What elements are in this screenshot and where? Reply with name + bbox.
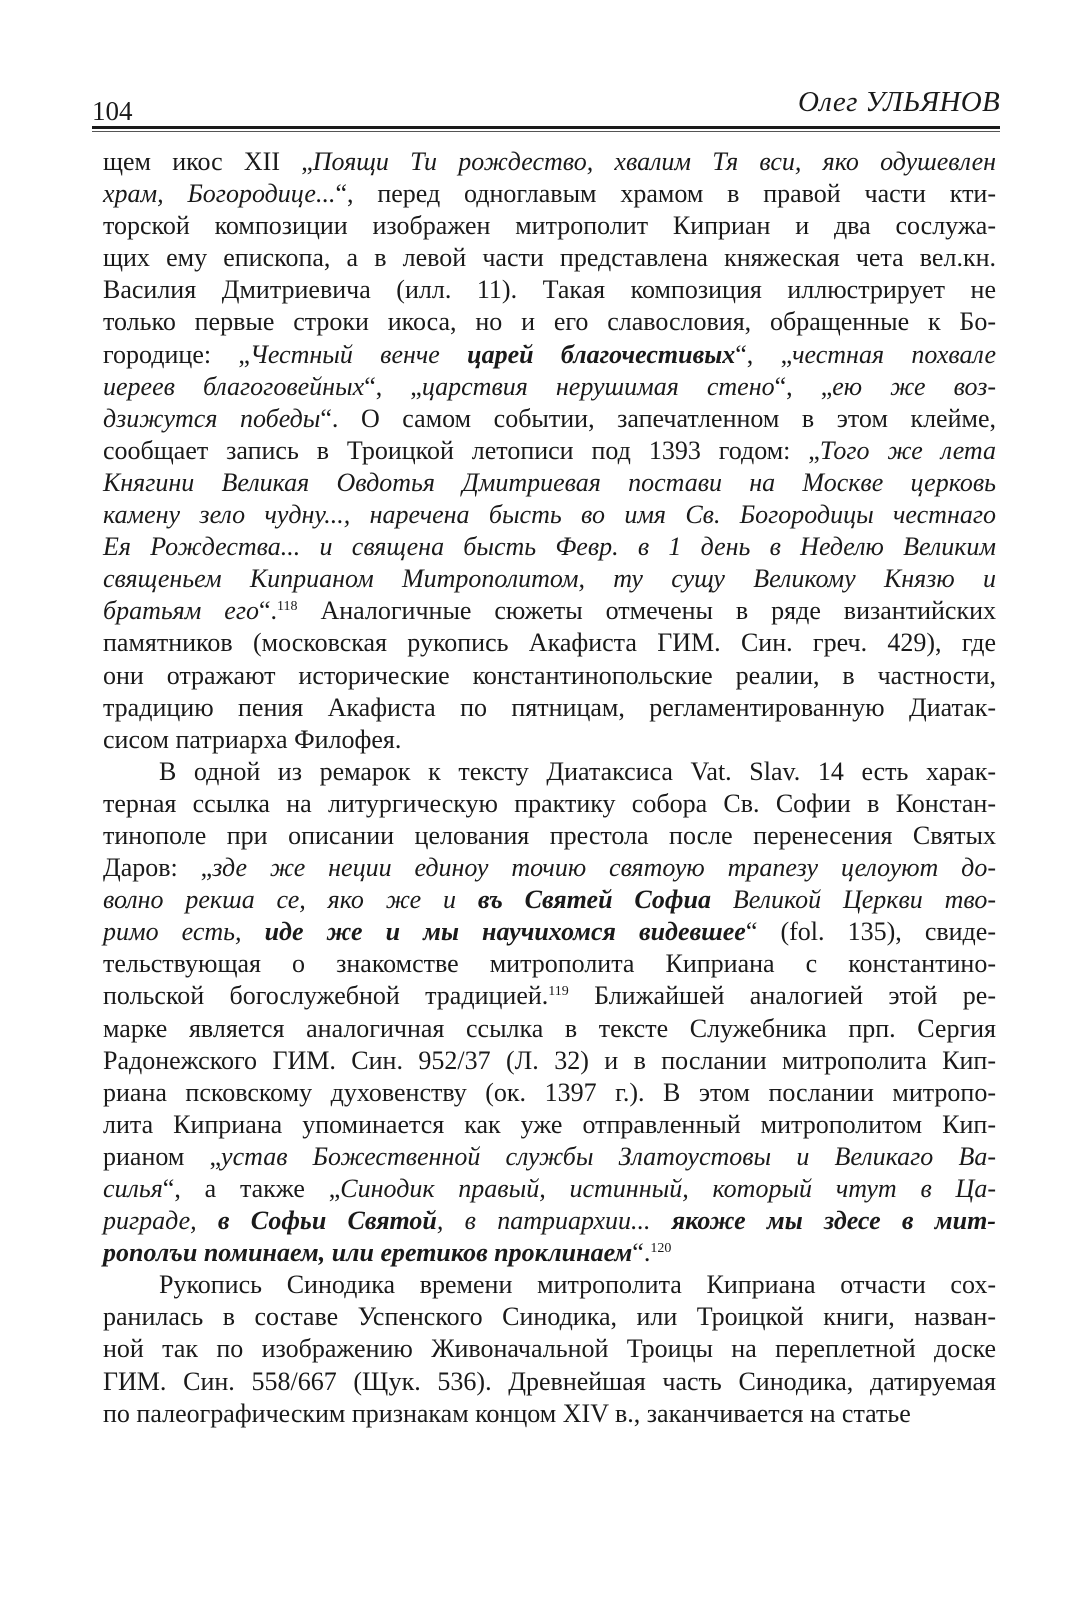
text-segment: ГИМ. Син. 558/667 (Щук. 536). Древнейшая часть Синодика, датируемая (103, 1366, 996, 1396)
text-line (103, 980, 996, 1012)
text-line (103, 242, 996, 274)
text-segment: “, перед одноглавым храмом в правой части кти- (335, 179, 996, 209)
text-segment: тельствующая о знакомстве митрополита Киприана с константино- (103, 949, 996, 979)
text-segment-styled: якоже мы здесе в мит- (671, 1206, 996, 1236)
text-line (103, 692, 996, 724)
text-segment: памятников (московская рукопись Акафиста ГИМ. Син. греч. 429), где (103, 628, 996, 658)
text-line (103, 210, 996, 242)
text-line (103, 403, 996, 435)
text-line (103, 178, 996, 210)
text-line (103, 788, 996, 820)
text-line (103, 660, 996, 692)
text-line (103, 820, 996, 852)
body-text (103, 146, 996, 1430)
text-segment: ной так по изображению Живоначальной Троицы на переплетной доске (103, 1334, 996, 1364)
text-segment-styled: иде же и мы научихомся видевшее (264, 917, 746, 947)
text-segment-styled: Честный венче (249, 339, 468, 369)
text-line (103, 1205, 996, 1237)
text-segment: “, „ (774, 371, 833, 401)
footnote-ref: 120 (650, 1241, 672, 1257)
text-segment: лита Киприана упоминается как уже отправленный митрополитом Кип- (103, 1109, 996, 1139)
text-segment: сисом патриарха Филофея. (103, 724, 402, 754)
text-segment: терная ссылка на литургическую практику собора Св. Софии в Констан- (103, 788, 996, 818)
header-rule-thin (92, 131, 1000, 132)
footnote-ref: 118 (277, 599, 298, 615)
text-line (103, 274, 996, 306)
text-line (103, 1045, 996, 1077)
text-segment: В одной из ремарок к тексту Диатаксиса Vat. Slav. 14 есть харак- (159, 756, 996, 786)
text-segment: рианом „ (103, 1141, 222, 1171)
footnote-ref: 119 (548, 984, 569, 1000)
text-segment: риана псковскому духовенству (ок. 1397 г.). В этом послании митропо- (103, 1077, 996, 1107)
text-segment-styled: Поящи Ти рождество, хвалим Тя вси, яко одушевлен (312, 147, 997, 176)
text-line (103, 948, 996, 980)
text-segment-styled: Того же лета (819, 435, 996, 465)
text-segment-styled: римо есть, (103, 917, 265, 947)
paragraph (103, 1269, 996, 1429)
paragraph (103, 756, 996, 1270)
text-segment: Ближайшей аналогией этой ре- (568, 981, 996, 1011)
text-segment: Василия Дмитриевича (илл. 11). Такая композиция иллюстрирует не (103, 275, 996, 305)
text-segment: “, „ (364, 371, 422, 401)
text-line (103, 435, 996, 467)
text-segment: по палеографическим признакам концом XIV в., заканчивается на статье (103, 1398, 911, 1428)
text-line (103, 756, 996, 788)
text-line (103, 627, 996, 659)
text-segment: “ (fol. 135), свиде- (745, 917, 996, 947)
text-line (103, 1333, 996, 1365)
text-line (103, 306, 996, 338)
text-line (103, 1173, 996, 1205)
text-line (103, 884, 996, 916)
text-line (103, 371, 996, 403)
header-rule (92, 126, 1000, 129)
text-segment-styled: священьем Киприаном Митрополитом, ту сущу Великому Князю и (103, 564, 996, 594)
text-line (103, 146, 996, 178)
text-segment-styled: Княгини Великая Овдотья Дмитриевая постави на Москве церковь (103, 467, 996, 497)
text-segment-styled: Великой Церкви тво- (711, 885, 996, 915)
text-segment: марке является аналогичная ссылка в тексте Служебника прп. Сергия (103, 1013, 996, 1043)
text-segment: городице: „ (103, 339, 250, 369)
running-head-author: Олег УЛЬЯНОВ (798, 86, 1000, 118)
text-segment-styled: честная похвале (792, 339, 996, 369)
text-segment: традицию пения Акафиста по пятницам, регламентированную Диатак- (103, 692, 996, 722)
text-line (103, 339, 996, 371)
text-segment-styled: иереев благоговейных (103, 371, 365, 401)
text-segment-styled: братьям его (103, 596, 259, 626)
text-line (103, 724, 996, 756)
page-header (92, 86, 1000, 126)
text-line (103, 595, 996, 627)
text-segment: только первые строки икоса, но и его славословия, обращенные к Бо- (103, 307, 996, 337)
text-segment: ранилась в составе Успенского Синодика, или Троицкой книги, назван- (103, 1302, 996, 1332)
text-segment: Аналогичные сюжеты отмечены в ряде византийских (297, 596, 996, 626)
text-line (103, 1109, 996, 1141)
text-segment-styled: Ея Рождества... и священа бысть Февр. в 1 день в Неделю Великим (103, 532, 996, 562)
text-line (103, 1013, 996, 1045)
text-segment-styled: устав Божественной службы Златоустовы и Великаго Ва- (221, 1141, 996, 1171)
text-line (103, 531, 996, 563)
text-segment-styled: волно рекша се, яко же и (103, 885, 478, 915)
text-line (103, 1141, 996, 1173)
paragraph (103, 146, 996, 756)
text-segment-styled: въ Святей Софиа (477, 885, 711, 915)
text-segment: Даров: „ (103, 853, 213, 883)
text-segment-styled: царей благочестивых (467, 339, 736, 369)
text-segment-styled: дзижутся победы (103, 403, 321, 433)
text-segment-styled: ею же воз- (832, 371, 996, 401)
text-segment: “. (258, 596, 278, 626)
text-line (103, 916, 996, 948)
text-segment: щем икос XII „ (103, 147, 313, 176)
text-segment: “, а также „ (162, 1174, 341, 1203)
text-segment: они отражают исторические константинопольские реалии, в частности, (103, 660, 996, 690)
text-segment: “. О самом событии, запечатленном в этом клейме, (320, 403, 996, 433)
text-segment: Рукопись Синодика времени митрополита Киприана отчасти сох- (159, 1270, 996, 1300)
text-segment-styled: храм, Богородице... (103, 179, 336, 209)
text-segment-styled: камену зело чудну..., наречена бысть во имя Св. Богородицы честнаго (103, 500, 996, 530)
text-segment-styled: риграде, (103, 1206, 218, 1236)
text-line (103, 1398, 996, 1430)
text-segment-styled: , в патриархии... (436, 1206, 672, 1236)
text-segment-styled: в Софьи Святой (217, 1206, 437, 1236)
text-line (103, 1366, 996, 1398)
text-segment: Радонежского ГИМ. Син. 952/37 (Л. 32) и в послании митрополита Кип- (103, 1045, 996, 1075)
text-line (103, 852, 996, 884)
text-segment: польской богослужебной традицией. (103, 981, 549, 1011)
text-segment: тинополе при описании целования престола после перенесения Святых (103, 820, 996, 850)
text-segment-styled: силья (103, 1174, 163, 1203)
text-segment-styled: рополъи поминаем, или еретиков проклинаем (103, 1238, 633, 1268)
text-line (103, 563, 996, 595)
text-line (103, 1237, 996, 1269)
page-number: 104 (92, 96, 133, 126)
text-segment-styled: зде же неции единоу точию святоую трапезу целоуют до- (212, 853, 996, 883)
text-segment-styled: царствия нерушимая стено (421, 371, 775, 401)
text-line (103, 1301, 996, 1333)
text-segment-styled: Синодик правый, истинный, который чтут в Ца- (340, 1174, 996, 1203)
text-segment: торской композиции изображен митрополит Киприан и два сослужа- (103, 211, 996, 241)
text-segment: щих ему епископа, а в левой части представлена княжеская чета вел.кн. (103, 243, 996, 273)
text-segment: “, „ (735, 339, 793, 369)
text-line (103, 467, 996, 499)
text-segment: “. (632, 1238, 651, 1268)
text-line (103, 1077, 996, 1109)
text-line (103, 1269, 996, 1301)
text-line (103, 499, 996, 531)
text-segment: сообщает запись в Троицкой летописи под 1393 годом: „ (103, 435, 820, 465)
